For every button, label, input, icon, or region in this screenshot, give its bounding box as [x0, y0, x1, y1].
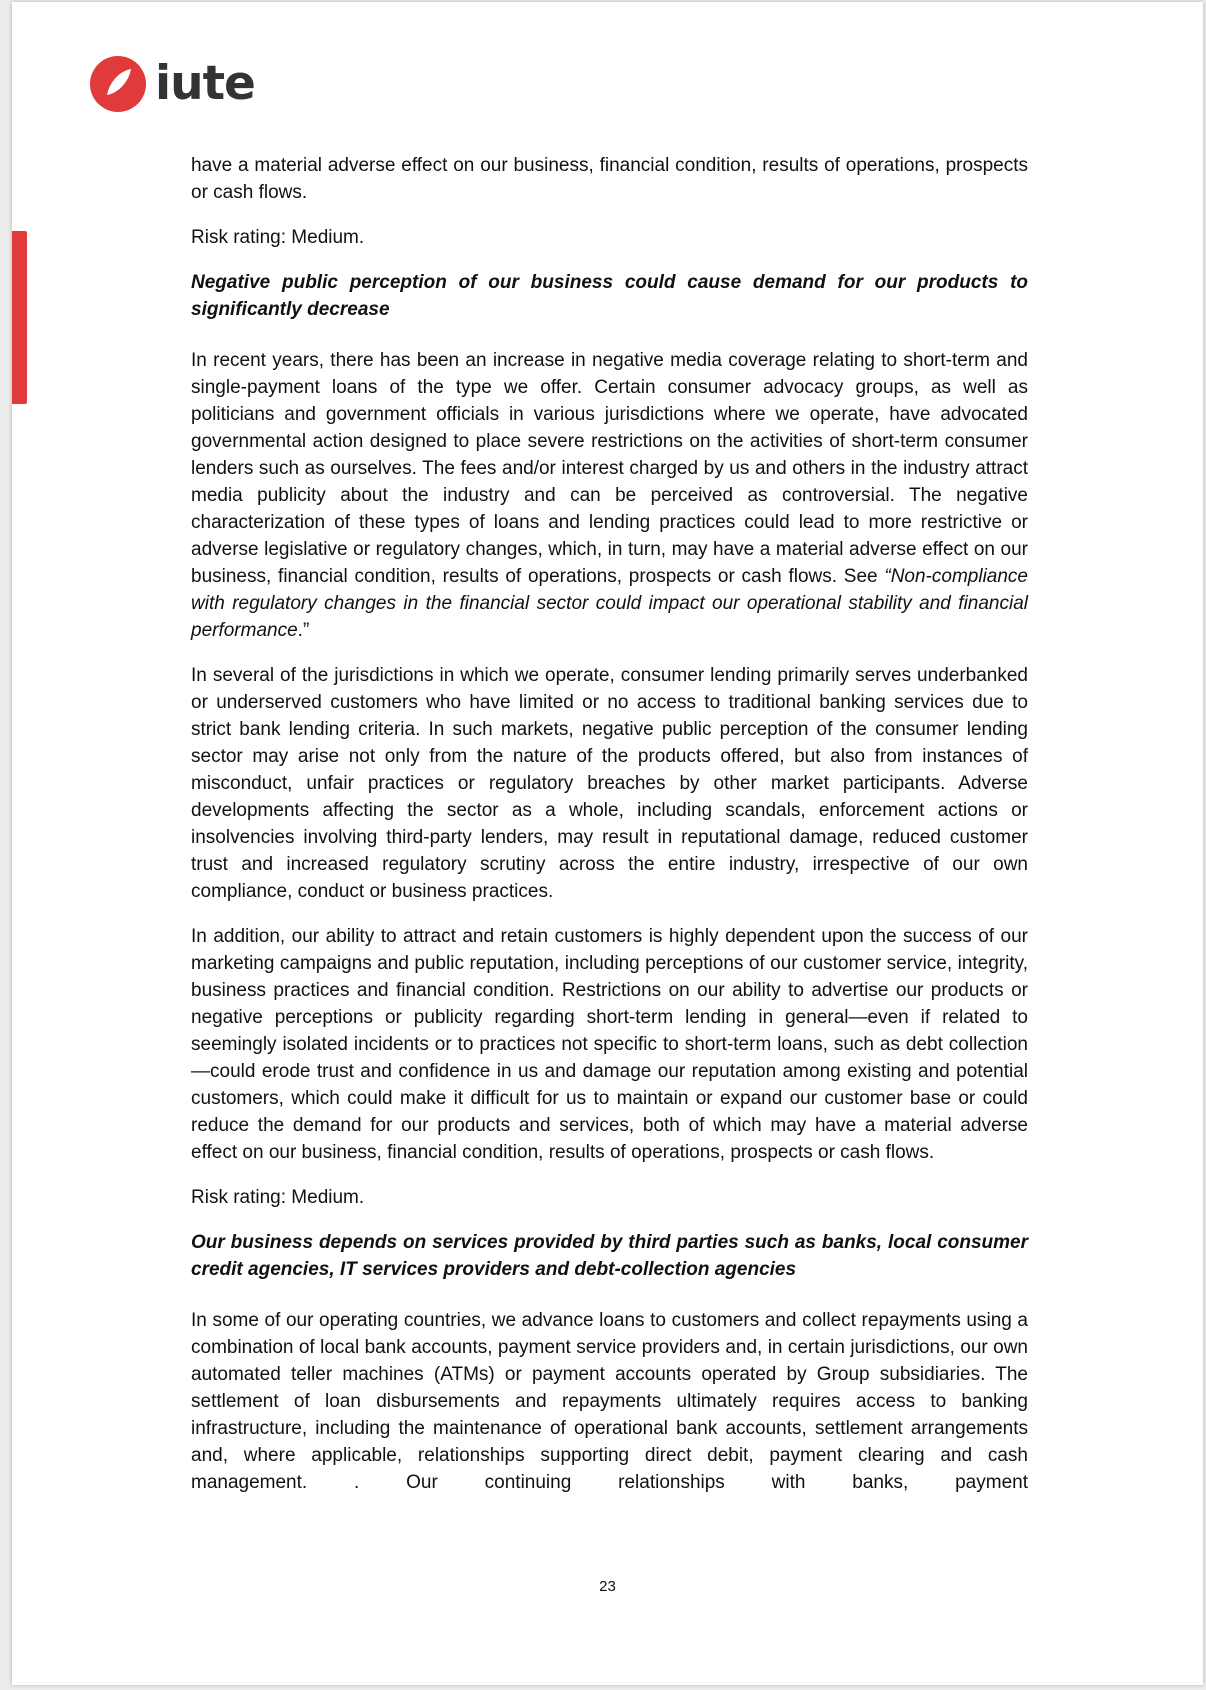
risk-rating-2: Risk rating: Medium.: [191, 1187, 365, 1208]
paragraph-jurisdictions: In several of the jurisdictions in which we operate, consumer lending primarily serves underbanked or underserved customers who have limited or no access to traditional banking services due to strict bank lending criteria. In such markets, negative public perception of the consumer lending sector may arise not only from the nature of the products offered, but also from instances of misconduct, unfair practices or regulatory breaches by other market participants. Adverse developments affecting the sector as a whole, including scandals, enforcement actions or insolvencies involving third-party lenders, may result in reputational damage, reduced customer trust and increased regulatory scrutiny across the entire industry, irrespective of our own compliance, conduct or business practices.: [191, 665, 1028, 902]
paragraph-text: In recent years, there has been an increase in negative media coverage relating to short-term and single-payment loans of the type we offer. Certain consumer advocacy groups, as well as politicians and government officials in various jurisdictions where we operate, have advocated governmental action designed to place severe restrictions on the activities of short-term consumer lenders such as ourselves. The fees and/or interest charged by us and others in the industry attract media publicity about the industry and can be perceived as controversial. The negative characterization of these types of loans and lending practices could lead to more restrictive or adverse legislative or regulatory changes, which, in turn, may have a material adverse effect on our business, financial condition, results of operations, prospects or cash flows. See: [191, 350, 1028, 587]
page-content: [191, 152, 1028, 1514]
iute-logo: [89, 54, 255, 114]
logo-text: iute: [155, 56, 255, 111]
paragraph-continued: have a material adverse effect on our business, financial condition, results of operations, prospects or cash flows.: [191, 155, 1028, 203]
paragraph-third-parties: In some of our operating countries, we advance loans to customers and collect repayments using a combination of local bank accounts, payment service providers and, in certain jurisdictions, our own automated teller machines (ATMs) or payment accounts operated by Group subsidiaries. The settlement of loan disbursements and repayments ultimately requires access to banking infrastructure, including the maintenance of operational bank accounts, settlement arrangements and, where applicable, relationships supporting direct debit, payment clearing and cash management. . Our continuing relationships with banks, payment: [191, 1310, 1028, 1493]
section-heading-2: Our business depends on services provided by third parties such as banks, local consumer credit agencies, IT services providers and debt-collection agencies: [191, 1232, 1028, 1280]
paragraph-end: .”: [297, 620, 310, 641]
section-heading-1: Negative public perception of our business could cause demand for our products to significantly decrease: [191, 272, 1028, 320]
page-number: 23: [599, 1578, 616, 1595]
risk-rating-1: Risk rating: Medium.: [191, 227, 365, 248]
cross-reference: “Non-compliance with regulatory changes in the financial sector could impact our operational stability and financial performance: [191, 566, 1028, 641]
paragraph-reputation: In addition, our ability to attract and retain customers is highly dependent upon the success of our marketing campaigns and public reputation, including perceptions of our customer service, integrity, business practices and financial condition. Restrictions on our ability to advertise our products or negative perceptions or publicity regarding short-term lending in general—even if related to seemingly isolated incidents or to practices not specific to short-term loans, such as debt collection—could erode trust and confidence in us and damage our reputation among existing and potential customers, which could make it difficult for us to maintain or expand our customer base or could reduce the demand for our products and services, both of which may have a material adverse effect on our business, financial condition, results of operations, prospects or cash flows.: [191, 926, 1028, 1163]
iute-logo-icon: [89, 55, 147, 113]
paragraph-media-coverage: [191, 347, 1028, 644]
section-marker: [12, 231, 27, 404]
document-page: [12, 2, 1203, 1685]
